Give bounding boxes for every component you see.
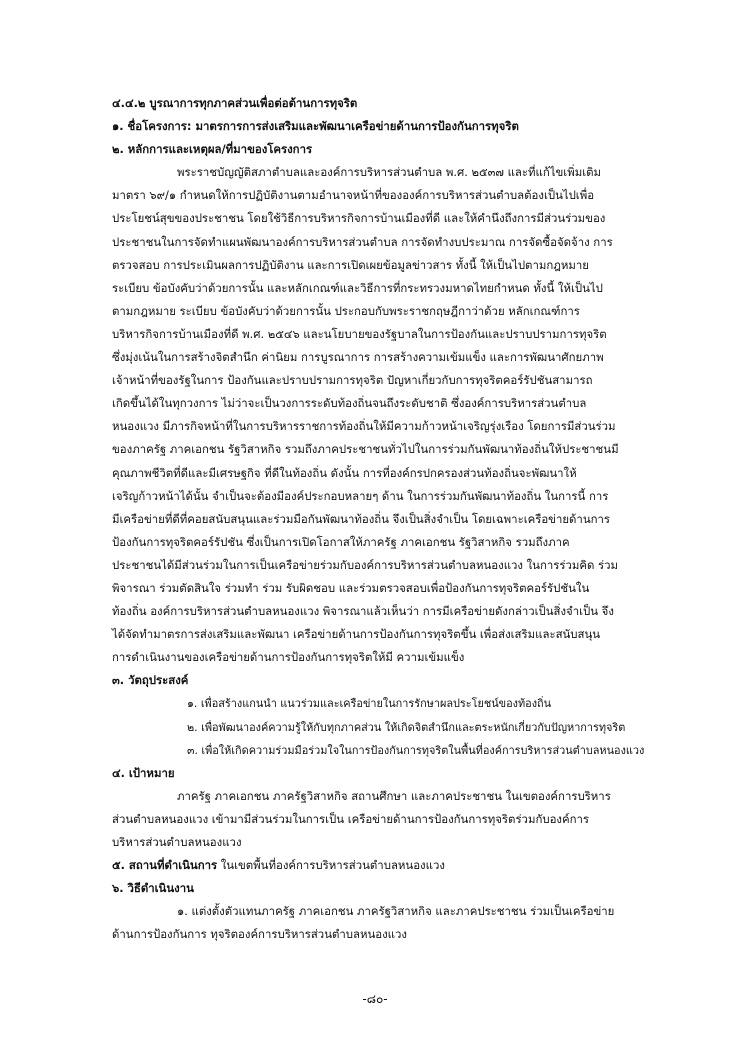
paragraph-line: คุณภาพชีวิตที่ดีและมีเศรษฐกิจ ที่ดีในท้องถิ่น ดังนั้น การที่องค์กรปกครองส่วนท้องถิ่นจะพัฒนาให้ [112,465,577,480]
paragraph-line: บริหารกิจการบ้านเมืองที่ดี พ.ศ. ๒๕๔๖ และนโยบายของรัฐบาลในการป้องกันและปราบปรามการทุจริต [112,326,607,341]
paragraph-line: เจริญก้าวหน้าได้นั้น จำเป็นจะต้องมีองค์ประกอบหลายๆ ด้าน ในการร่วมกันพัฒนาท้องถิ่น ในการนี้ การ [112,488,609,503]
location-line [112,854,668,877]
paragraph-line: ประชาชนได้มีส่วนร่วมในการเป็นเครือข่ายร่วมกับองค์การบริหารส่วนตำบลหนองแวง ในการร่วมคิด ร่วม [112,557,619,572]
location-value: ในเขตพื้นที่องค์การบริหารส่วนตำบลหนองแวง [217,858,445,873]
paragraph-line: มาตรา ๖๙/๑ กำหนดให้การปฏิบัติงานตามอำนาจหน้าที่ขององค์การบริหารส่วนตำบลต้องเป็นไปเพื่อ [112,188,595,203]
rationale-paragraph [112,161,668,669]
paragraph-line: เจ้าหน้าที่ของรัฐในการ ป้องกันและปราบปรามการทุจริต ปัญหาเกี่ยวกับการทุจริตคอร์รัปชันสามารถ [112,373,593,388]
location-label: ๕. สถานที่ดำเนินการ [112,858,218,873]
paragraph-line: ตรวจสอบ การประเมินผลการปฏิบัติงาน และการเปิดเผยข้อมูลข่าวสาร ทั้งนี้ ให้เป็นไปตามกฎหมาย [112,257,589,272]
paragraph-line: ภาครัฐ ภาคเอกชน ภาครัฐวิสาหกิจ สถานศึกษา และภาคประชาชน ในเขตองค์การบริหาร [177,788,611,803]
project-name-heading: ๑. ชื่อโครงการ: มาตรการการส่งเสริมและพัฒนาเครือข่ายด้านการป้องกันการทุจริต [112,119,519,134]
method-heading: ๖. วิธีดำเนินงาน [112,881,194,896]
rationale-heading: ๒. หลักการและเหตุผล/ที่มาของโครงการ [112,142,313,157]
page-number: -๘๐- [362,992,388,1006]
document-body [112,92,668,946]
objective-item: ๓. เพื่อให้เกิดความร่วมมือร่วมใจในการป้องกันการทุจริตในพื้นที่องค์การบริหารส่วนตำบลหนองแวง [187,743,645,757]
paragraph-line: ระเบียบ ข้อบังคับว่าด้วยการนั้น และหลักเกณฑ์และวิธีการที่กระทรวงมหาดไทยกำหนด ทั้งนี้ ให้เป็นไป [112,280,603,295]
objectives-heading: ๓. วัตถุประสงค์ [112,673,189,688]
paragraph-line: ของภาครัฐ ภาคเอกชน รัฐวิสาหกิจ รวมถึงภาคประชาชนทั่วไปในการร่วมกันพัฒนาท้องถิ่นให้ประชาชนมี [112,442,619,457]
section-title: ๔.๔.๒ บูรณาการทุกภาคส่วนเพื่อต่อต้านการทุจริต [112,96,358,110]
paragraph-line: ประชาชนในการจัดทำแผนพัฒนาองค์การบริหารส่วนตำบล การจัดทำงบประมาณ การจัดซื้อจัดจ้าง การ [112,234,613,249]
paragraph-line: ส่วนตำบลหนองแวง เข้ามามีส่วนร่วมในการเป็น เครือข่ายด้านการป้องกันการทุจริตร่วมกับองค์การ [112,811,590,826]
objectives-list [112,692,668,761]
method-paragraph [112,900,668,946]
paragraph-line: ประโยชน์สุขของประชาชน โดยใช้วิธีการบริหารกิจการบ้านเมืองที่ดี และให้คำนึงถึงการมีส่วนร่วมของ [112,211,606,226]
paragraph-line: ซึ่งมุ่งเน้นในการสร้างจิตสำนึก ค่านิยม การบูรณาการ การสร้างความเข้มแข็ง และการพัฒนาศักยภาพ [112,350,604,365]
targets-paragraph [112,785,668,854]
paragraph-line: ท้องถิ่น องค์การบริหารส่วนตำบลหนองแวง พิจารณาแล้วเห็นว่า การมีเครือข่ายดังกล่าวเป็นสิ่งจำเป็น จึง [112,604,614,619]
paragraph-line: บริหารส่วนตำบลหนองแวง [112,835,242,849]
paragraph-line: ตามกฎหมาย ระเบียบ ข้อบังคับว่าด้วยการนั้น ประกอบกับพระราชกฤษฎีกาว่าด้วย หลักเกณฑ์การ [112,303,580,318]
objective-item: ๒. เพื่อพัฒนาองค์ความรู้ให้กับทุกภาคส่วน ให้เกิดจิตสำนึกและตระหนักเกี่ยวกับปัญหาการทุจริต [187,720,626,734]
objective-item: ๑. เพื่อสร้างแกนนำ แนวร่วมและเครือข่ายในการรักษาผลประโยชน์ของท้องถิ่น [187,697,552,711]
paragraph-line: ๑. แต่งตั้งตัวแทนภาครัฐ ภาคเอกชน ภาครัฐวิสาหกิจ และภาคประชาชน ร่วมเป็นเครือข่าย [177,904,615,919]
paragraph-line: หนองแวง มีภารกิจหน้าที่ในการบริหารราชการท้องถิ่นให้มีความก้าวหน้าเจริญรุ่งเรือง โดยการมีส่วนร่วม [112,419,616,434]
paragraph-line: ได้จัดทำมาตรการส่งเสริมและพัฒนา เครือข่ายด้านการป้องกันการทุจริตขึ้น เพื่อส่งเสริมและสนับสนุน [112,627,601,642]
paragraph-line: พิจารณา ร่วมตัดสินใจ ร่วมทำ ร่วม รับผิดชอบ และร่วมตรวจสอบเพื่อป้องกันการทุจริตคอร์รัปชันใน [112,580,590,595]
targets-heading: ๔. เป้าหมาย [112,765,175,780]
paragraph-line: ด้านการป้องกันการ ทุจริตองค์การบริหารส่วนตำบลหนองแวง [112,927,407,942]
paragraph-line: ป้องกันการทุจริตคอร์รัปชัน ซึ่งเป็นการเปิดโอกาสให้ภาครัฐ ภาคเอกชน รัฐวิสาหกิจ รวมถึงภาค [112,534,570,549]
paragraph-line: เกิดขึ้นได้ในทุกวงการ ไม่ว่าจะเป็นวงการระดับท้องถิ่นจนถึงระดับชาติ ซึ่งองค์การบริหารส่วนตำบล [112,396,587,411]
paragraph-line: การดำเนินงานของเครือข่ายด้านการป้องกันการทุจริตให้มี ความเข้มแข็ง [112,650,465,665]
paragraph-line: พระราชบัญญัติสภาตำบลและองค์การบริหารส่วนตำบล พ.ศ. ๒๕๓๗ และที่แก้ไขเพิ่มเติม [177,165,602,180]
paragraph-line: มีเครือข่ายที่ดีที่คอยสนับสนุนและร่วมมือกันพัฒนาท้องถิ่น จึงเป็นสิ่งจำเป็น โดยเฉพาะเครือข่ายด้านการ [112,511,611,526]
